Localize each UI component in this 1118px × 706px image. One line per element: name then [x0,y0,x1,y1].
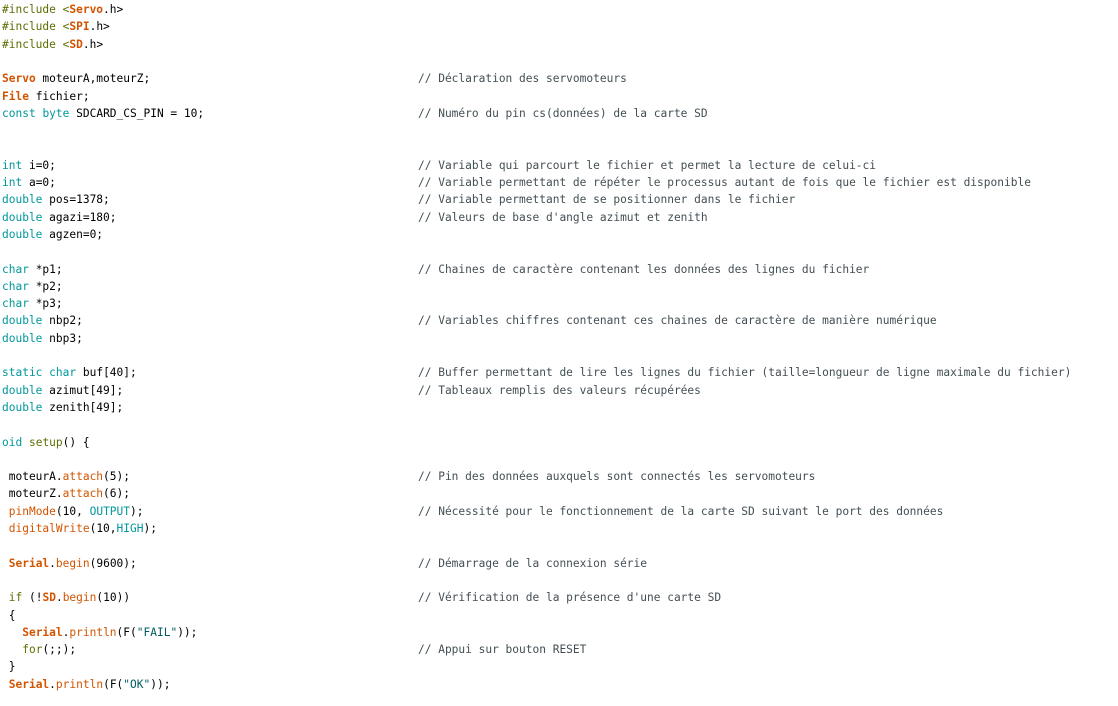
code-line[interactable] [2,383,123,399]
code-token: OUTPUT [89,504,131,518]
code-comment: // Variable permettant de répéter le processus autant de fois que le fichier est disponible [418,176,1031,189]
code-line[interactable] [2,71,150,87]
code-token [2,505,9,518]
code-comment: // Variables chiffres contenant ces chaines de caractère de manière numérique [418,314,937,328]
code-token: (;;); [42,643,77,657]
code-token: #include < [2,37,70,51]
code-token: digitalWrite [8,522,90,535]
code-token: for [22,643,43,657]
code-token: moteurA. [2,470,63,484]
code-token: nbp3; [42,331,83,345]
code-comment: // Démarrage de la connexion série [418,556,648,570]
code-line[interactable] [2,469,130,485]
code-token: char [49,366,77,380]
code-line[interactable] [2,158,56,174]
code-line[interactable] [2,486,130,502]
code-token: SDCARD_CS_PIN = 10; [69,106,205,120]
code-comment: // Variable qui parcourt le fichier et permet la lecture de celui-ci [418,158,877,172]
code-line[interactable] [2,2,123,18]
code-token [2,626,22,639]
code-token: Serial [8,556,50,570]
code-token: double [2,227,43,241]
code-token: attach [62,470,104,484]
code-comment: // Appui sur bouton RESET [418,643,587,657]
code-line[interactable] [2,521,157,537]
code-token: double [2,400,43,414]
code-line[interactable] [2,608,15,624]
code-line[interactable] [2,400,123,416]
code-token: . [55,591,63,605]
code-comment: // Tableaux remplis des valeurs récupérées [418,383,701,397]
code-token: double [2,331,43,345]
code-token: Serial [8,677,50,691]
code-line[interactable] [2,89,90,105]
code-token: println [55,677,104,691]
code-token: static [2,366,43,380]
code-token: #include < [2,3,70,16]
code-token: . [49,677,56,691]
code-line[interactable] [2,262,63,278]
code-token: agazi=180; [42,210,117,224]
code-token: )); [150,677,171,691]
code-token [2,643,22,656]
code-token [2,591,9,604]
code-token: "FAIL" [136,625,178,639]
code-comment: // Vérification de la présence d'une carte SD [418,591,722,605]
code-token: if [8,591,23,605]
code-token: { [2,608,16,622]
code-token: HIGH [116,522,144,535]
code-token: i=0; [22,158,56,172]
code-line[interactable] [2,365,137,381]
code-token: *p3; [28,297,63,311]
code-comment: // Nécessité pour le fonctionnement de la carte SD suivant le port des données [418,504,944,518]
code-token: begin [62,591,97,605]
code-token: SD [42,591,56,605]
code-token: pinMode [8,504,56,518]
code-token: a=0; [22,176,56,189]
code-token: char [2,297,29,311]
code-line[interactable] [2,227,103,243]
code-comment: // Valeurs de base d'angle azimut et zenith [418,210,708,224]
code-token: setup [28,435,63,449]
code-token: const [2,106,36,120]
code-comment: // Numéro du pin cs(données) de la carte SD [418,106,708,120]
code-token: moteurA,moteurZ; [35,72,151,86]
code-token: double [2,193,43,207]
code-line[interactable] [2,19,110,35]
code-comment: // Variable permettant de se positionner dans le fichier [418,193,796,207]
code-token [2,522,9,535]
code-line[interactable] [2,175,56,191]
code-token: ); [143,522,157,535]
code-token: (10, [55,504,90,518]
code-token: println [69,625,117,639]
code-token: nbp2; [42,314,83,328]
code-line[interactable] [2,677,170,693]
code-token: SD [69,37,83,51]
code-line[interactable] [2,210,117,226]
code-token: char [2,279,29,293]
code-token: .h> [103,3,124,16]
code-token: double [2,210,43,224]
code-line[interactable] [2,313,83,329]
code-comment: // Buffer permettant de lire les lignes du fichier (taille=longueur de ligne maximale du fichier) [418,366,1072,380]
code-token: (9600); [89,556,137,570]
code-token: )); [177,625,198,639]
code-token: (5); [103,470,130,484]
code-comment: // Déclaration des servomoteurs [418,72,627,86]
code-line[interactable] [2,556,137,572]
code-token: SPI [69,20,90,34]
code-line[interactable] [2,37,103,53]
code-line[interactable] [2,590,130,606]
code-token: begin [55,556,90,570]
code-line[interactable] [2,642,76,658]
code-line[interactable] [2,504,144,520]
code-token: "OK" [123,677,151,691]
code-token: . [49,556,56,570]
code-token: *p1; [28,262,63,276]
code-token [2,678,9,691]
code-token: double [2,383,43,397]
code-token: oid [2,435,23,449]
code-line[interactable] [2,192,110,208]
code-token: File [2,89,29,103]
code-token: int [2,158,23,172]
code-token: double [2,314,43,328]
code-token: agzen=0; [42,227,104,241]
code-token: buf[40]; [76,366,137,380]
code-token: } [2,660,16,674]
code-token [22,436,29,449]
code-token: (6); [103,487,130,501]
code-token: moteurZ. [2,487,63,501]
code-line[interactable] [2,296,63,312]
code-token: (F( [116,625,137,639]
code-token: .h> [82,37,104,51]
code-token: Serial [22,625,63,639]
code-line[interactable] [2,106,204,122]
code-token: (10)) [96,591,131,605]
code-token: . [62,625,70,639]
code-token: (10, [89,522,117,535]
code-token: byte [42,106,70,120]
code-line[interactable] [2,435,90,451]
code-token [2,557,9,570]
code-token: .h> [89,20,110,34]
code-comment: // Chaines de caractère contenant les données des lignes du fichier [418,262,870,276]
code-token: fichier; [28,89,90,103]
code-token: zenith[49]; [42,400,124,414]
code-token: azimut[49]; [42,383,124,397]
code-token: char [2,262,29,276]
code-line[interactable] [2,625,197,641]
code-token: () { [62,435,90,449]
code-line[interactable] [2,331,83,347]
code-token: *p2; [28,279,63,293]
code-token: (F( [103,677,124,691]
code-token: Servo [2,72,36,86]
code-token: Servo [69,3,104,16]
code-comment: // Pin des données auxquels sont connectés les servomoteurs [418,470,816,484]
code-token: int [2,176,23,189]
code-token: ); [130,504,144,518]
code-token: (! [22,591,43,605]
code-line[interactable] [2,279,63,295]
code-line[interactable] [2,659,15,675]
code-token: pos=1378; [42,193,110,207]
code-token: #include < [2,20,70,34]
code-token: attach [62,487,104,501]
